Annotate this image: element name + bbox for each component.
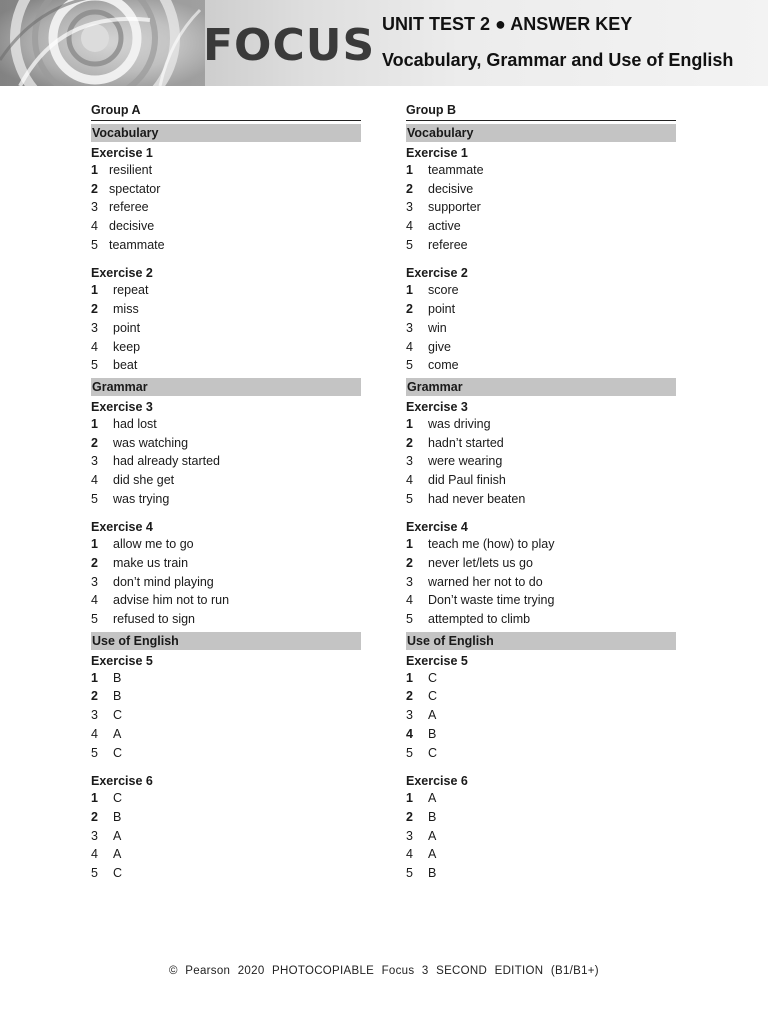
answer-item bbox=[406, 356, 676, 375]
group-b-column bbox=[406, 101, 676, 883]
answer-item bbox=[91, 725, 361, 744]
answer-number: 4 bbox=[91, 472, 98, 487]
answer-number: 2 bbox=[406, 302, 413, 317]
answer-number: 5 bbox=[91, 237, 98, 252]
answer-text: A bbox=[113, 828, 122, 843]
answer-number: 3 bbox=[406, 828, 413, 843]
exercise-block bbox=[406, 397, 676, 508]
answer-number: 2 bbox=[91, 181, 98, 196]
exercise-block bbox=[406, 263, 676, 374]
answer-number: 1 bbox=[91, 283, 98, 298]
answer-text: was watching bbox=[113, 435, 189, 450]
answer-number: 2 bbox=[91, 689, 98, 704]
answer-text: teammate bbox=[109, 237, 165, 252]
answer-item bbox=[406, 338, 676, 357]
answer-text: A bbox=[428, 847, 437, 862]
answer-text: attempted to climb bbox=[428, 612, 531, 627]
answer-item bbox=[406, 808, 676, 827]
test-subtitle: Vocabulary, Grammar and Use of English bbox=[382, 50, 734, 70]
answer-number: 5 bbox=[91, 745, 98, 760]
answer-item bbox=[406, 669, 676, 688]
answer-number: 4 bbox=[406, 472, 413, 487]
answer-number: 3 bbox=[406, 200, 413, 215]
answer-text: beat bbox=[113, 358, 138, 373]
answer-number: 3 bbox=[406, 708, 413, 723]
exercise-title: Exercise 6 bbox=[406, 774, 468, 789]
answer-number: 5 bbox=[406, 865, 413, 880]
answer-number: 5 bbox=[406, 237, 413, 252]
answer-text: point bbox=[113, 320, 141, 335]
answer-item bbox=[406, 827, 676, 846]
answer-text: advise him not to run bbox=[113, 593, 230, 608]
answer-item bbox=[91, 610, 361, 629]
answer-item bbox=[91, 356, 361, 375]
answer-number: 3 bbox=[91, 708, 98, 723]
answer-number: 3 bbox=[91, 320, 98, 335]
answer-text: B bbox=[113, 689, 122, 704]
exercise-block bbox=[406, 771, 676, 882]
answer-number: 2 bbox=[406, 181, 413, 196]
answer-number: 2 bbox=[406, 809, 413, 824]
answer-item bbox=[91, 808, 361, 827]
page-footer: © Pearson 2020 PHOTOCOPIABLE Focus 3 SECOND EDITION (B1/B1+) bbox=[169, 965, 599, 977]
answer-text: supporter bbox=[428, 200, 481, 215]
answer-number: 4 bbox=[91, 726, 98, 741]
answer-number: 3 bbox=[91, 574, 98, 589]
exercise-block bbox=[91, 143, 361, 254]
answer-text: was trying bbox=[113, 491, 170, 506]
answer-text: give bbox=[428, 339, 451, 354]
group-label: Group A bbox=[91, 101, 361, 121]
exercise-block bbox=[91, 651, 361, 762]
answer-text: hadn’t started bbox=[428, 435, 504, 450]
answer-text: were wearing bbox=[428, 454, 503, 469]
answer-text: teach me (how) to play bbox=[428, 537, 555, 552]
answer-item bbox=[406, 789, 676, 808]
group-label: Group B bbox=[406, 101, 676, 121]
section-heading: Vocabulary bbox=[91, 124, 361, 142]
header-graphic bbox=[0, 0, 205, 86]
answer-text: had lost bbox=[113, 416, 157, 431]
answer-item bbox=[406, 198, 676, 217]
answer-number: 5 bbox=[406, 612, 413, 627]
answer-number: 5 bbox=[406, 358, 413, 373]
answer-number: 2 bbox=[91, 435, 98, 450]
answer-number: 2 bbox=[91, 809, 98, 824]
answer-item bbox=[91, 161, 361, 180]
answer-text: A bbox=[113, 847, 122, 862]
answer-item bbox=[91, 198, 361, 217]
answer-text: decisive bbox=[428, 181, 474, 196]
answer-text: referee bbox=[428, 237, 468, 252]
answer-item bbox=[406, 864, 676, 883]
answer-item bbox=[406, 300, 676, 319]
answer-text: allow me to go bbox=[113, 537, 194, 552]
answer-text: resilient bbox=[109, 163, 153, 177]
section-heading: Use of English bbox=[91, 632, 361, 650]
exercise-title: Exercise 2 bbox=[91, 266, 153, 281]
answer-text: A bbox=[428, 791, 437, 806]
test-title: UNIT TEST 2 ● ANSWER KEY bbox=[382, 14, 633, 34]
answer-item bbox=[91, 535, 361, 554]
answer-text: C bbox=[113, 865, 123, 880]
exercise-block bbox=[91, 397, 361, 508]
answer-item bbox=[406, 415, 676, 434]
answer-item bbox=[91, 281, 361, 300]
answer-text: decisive bbox=[109, 219, 155, 234]
answer-item bbox=[406, 725, 676, 744]
answer-number: 1 bbox=[406, 163, 413, 177]
page-header bbox=[0, 0, 768, 86]
answer-number: 1 bbox=[91, 791, 98, 806]
answer-number: 5 bbox=[91, 865, 98, 880]
answer-number: 1 bbox=[91, 416, 98, 431]
answer-number: 1 bbox=[406, 670, 413, 685]
answer-number: 3 bbox=[91, 828, 98, 843]
answer-text: B bbox=[113, 670, 122, 685]
answer-text: C bbox=[428, 745, 438, 760]
answer-text: B bbox=[428, 865, 437, 880]
exercise-title: Exercise 1 bbox=[406, 146, 468, 160]
exercise-block bbox=[406, 651, 676, 762]
answer-number: 5 bbox=[406, 491, 413, 506]
answer-text: C bbox=[113, 745, 123, 760]
answer-item bbox=[406, 471, 676, 490]
answer-item bbox=[91, 300, 361, 319]
answer-item bbox=[91, 744, 361, 763]
answer-item bbox=[91, 669, 361, 688]
exercise-title: Exercise 4 bbox=[406, 520, 468, 535]
answer-number: 1 bbox=[91, 670, 98, 685]
answer-text: teammate bbox=[428, 163, 484, 177]
answer-item bbox=[91, 591, 361, 610]
answer-text: miss bbox=[113, 302, 139, 317]
answer-item bbox=[406, 591, 676, 610]
answer-text: active bbox=[428, 219, 461, 234]
answer-item bbox=[406, 706, 676, 725]
answer-item bbox=[406, 434, 676, 453]
answer-text: had never beaten bbox=[428, 491, 526, 506]
answer-text: point bbox=[428, 302, 456, 317]
answer-number: 2 bbox=[91, 302, 98, 317]
answer-text: A bbox=[428, 828, 437, 843]
answer-item bbox=[91, 864, 361, 883]
answer-item bbox=[406, 236, 676, 255]
answer-number: 5 bbox=[91, 612, 98, 627]
answer-item bbox=[406, 535, 676, 554]
answer-text: win bbox=[428, 320, 447, 335]
brand-logo-text: FOCUS bbox=[203, 20, 376, 71]
answer-item bbox=[406, 744, 676, 763]
answer-item bbox=[91, 434, 361, 453]
answer-item bbox=[91, 471, 361, 490]
exercise-block bbox=[91, 263, 361, 374]
answer-item bbox=[91, 490, 361, 509]
answer-item bbox=[406, 554, 676, 573]
answer-item bbox=[406, 490, 676, 509]
answer-item bbox=[91, 706, 361, 725]
answer-number: 3 bbox=[406, 320, 413, 335]
answer-number: 4 bbox=[91, 593, 98, 608]
answer-text: make us train bbox=[113, 556, 189, 570]
exercise-block bbox=[91, 771, 361, 882]
answer-item bbox=[91, 827, 361, 846]
answer-item bbox=[91, 789, 361, 808]
answer-number: 3 bbox=[406, 574, 413, 589]
answer-text: A bbox=[113, 726, 122, 741]
answer-text: did she get bbox=[113, 472, 175, 487]
answer-number: 2 bbox=[406, 435, 413, 450]
answer-item bbox=[406, 687, 676, 706]
answer-number: 5 bbox=[406, 745, 413, 760]
answer-item bbox=[406, 281, 676, 300]
answer-item bbox=[91, 180, 361, 199]
answer-item bbox=[91, 452, 361, 471]
answer-number: 5 bbox=[91, 358, 98, 373]
answer-number: 4 bbox=[91, 339, 98, 354]
answer-text: keep bbox=[113, 339, 141, 354]
answer-number: 4 bbox=[91, 219, 98, 234]
answer-text: score bbox=[428, 283, 459, 298]
answer-text: don’t mind playing bbox=[113, 574, 214, 589]
answer-item bbox=[91, 236, 361, 255]
answer-item bbox=[91, 217, 361, 236]
answer-item bbox=[91, 338, 361, 357]
answer-number: 4 bbox=[406, 726, 413, 741]
answer-text: had already started bbox=[113, 454, 221, 469]
answer-item bbox=[406, 319, 676, 338]
answer-text: was driving bbox=[428, 416, 491, 431]
answer-item bbox=[91, 687, 361, 706]
answer-text: refused to sign bbox=[113, 612, 195, 627]
answer-item bbox=[406, 845, 676, 864]
group-a-column bbox=[91, 101, 361, 883]
exercise-title: Exercise 4 bbox=[91, 520, 153, 535]
exercise-title: Exercise 6 bbox=[91, 774, 153, 789]
answer-number: 1 bbox=[91, 537, 98, 552]
answer-text: never let/lets us go bbox=[428, 556, 533, 570]
exercise-title: Exercise 3 bbox=[91, 399, 153, 414]
answer-text: B bbox=[113, 809, 122, 824]
answer-number: 1 bbox=[91, 163, 98, 177]
answer-number: 4 bbox=[406, 339, 413, 354]
answer-text: A bbox=[428, 708, 437, 723]
answer-text: C bbox=[428, 689, 438, 704]
answer-number: 3 bbox=[91, 200, 98, 215]
exercise-title: Exercise 1 bbox=[91, 146, 153, 160]
answer-item bbox=[91, 554, 361, 573]
exercise-title: Exercise 3 bbox=[406, 399, 468, 414]
answer-number: 4 bbox=[91, 847, 98, 862]
section-heading: Grammar bbox=[91, 378, 361, 396]
answer-text: Don’t waste time trying bbox=[428, 593, 555, 608]
answer-item bbox=[406, 180, 676, 199]
answer-number: 4 bbox=[406, 219, 413, 234]
answer-item bbox=[91, 319, 361, 338]
answer-item bbox=[91, 415, 361, 434]
answer-text: B bbox=[428, 809, 437, 824]
answer-number: 1 bbox=[406, 791, 413, 806]
answer-text: come bbox=[428, 358, 459, 373]
exercise-title: Exercise 5 bbox=[91, 653, 153, 668]
answer-number: 5 bbox=[91, 491, 98, 506]
exercise-block bbox=[406, 143, 676, 254]
answer-item bbox=[406, 452, 676, 471]
answer-number: 2 bbox=[406, 556, 413, 570]
answer-item bbox=[406, 161, 676, 180]
answer-text: spectator bbox=[109, 181, 161, 196]
answer-number: 1 bbox=[406, 416, 413, 431]
answer-text: B bbox=[428, 726, 437, 741]
answer-text: C bbox=[113, 708, 123, 723]
answer-number: 1 bbox=[406, 537, 413, 552]
exercise-block bbox=[406, 517, 676, 628]
exercise-title: Exercise 5 bbox=[406, 653, 468, 668]
answer-item bbox=[406, 573, 676, 592]
answer-number: 2 bbox=[91, 556, 98, 570]
answer-item bbox=[91, 845, 361, 864]
answer-number: 1 bbox=[406, 283, 413, 298]
section-heading: Grammar bbox=[406, 378, 676, 396]
answer-item bbox=[406, 217, 676, 236]
section-heading: Use of English bbox=[406, 632, 676, 650]
answer-text: warned her not to do bbox=[428, 574, 543, 589]
answer-text: repeat bbox=[113, 283, 149, 298]
answer-number: 4 bbox=[406, 593, 413, 608]
swirl-graphic-icon bbox=[0, 0, 205, 86]
answer-text: C bbox=[428, 670, 438, 685]
exercise-title: Exercise 2 bbox=[406, 266, 468, 281]
answer-item bbox=[406, 610, 676, 629]
answer-text: did Paul finish bbox=[428, 472, 506, 487]
answer-text: referee bbox=[109, 200, 149, 215]
answer-number: 3 bbox=[91, 454, 98, 469]
section-heading: Vocabulary bbox=[406, 124, 676, 142]
answer-text: C bbox=[113, 791, 123, 806]
answer-number: 2 bbox=[406, 689, 413, 704]
exercise-block bbox=[91, 517, 361, 628]
answer-number: 3 bbox=[406, 454, 413, 469]
answer-number: 4 bbox=[406, 847, 413, 862]
answer-item bbox=[91, 573, 361, 592]
